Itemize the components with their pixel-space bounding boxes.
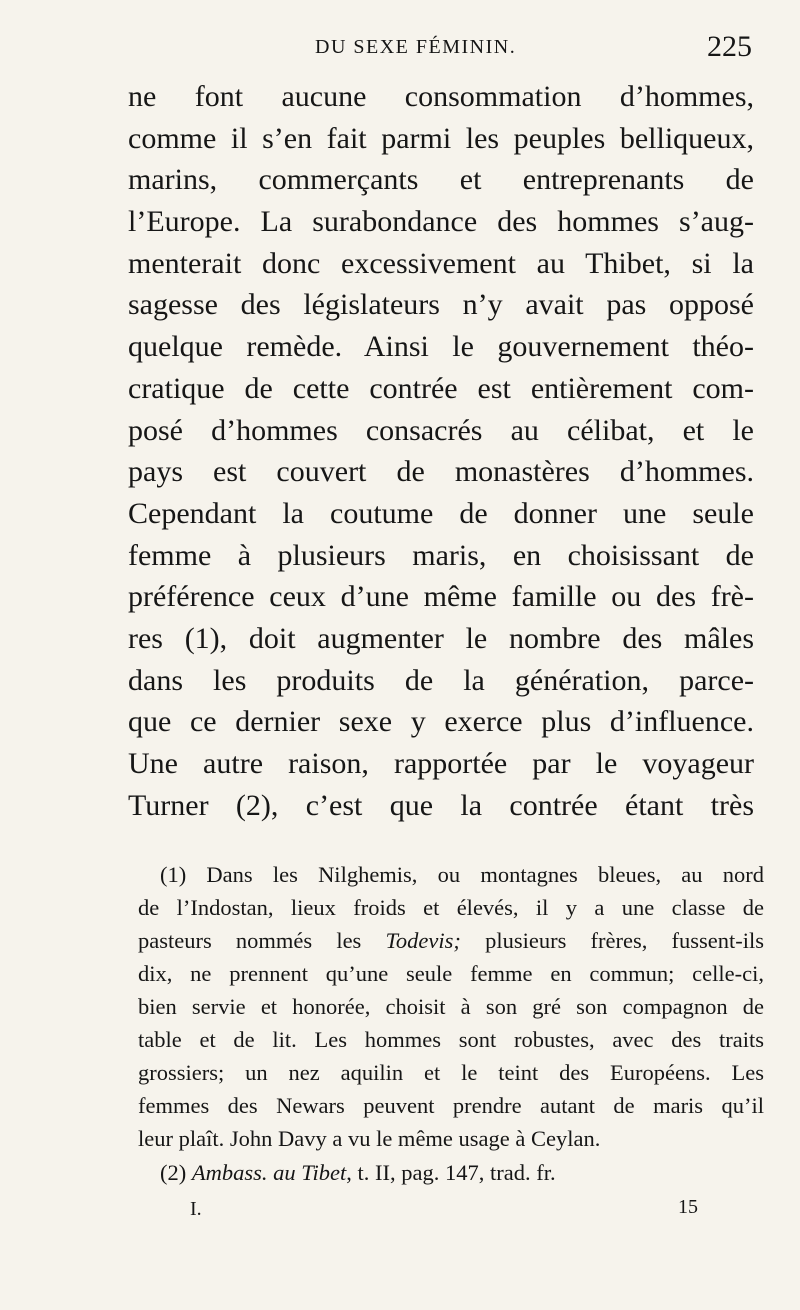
body-line: res (1), doit augmenter le nombre des mâles: [128, 621, 754, 655]
footnote-line: femmes des Newars peuvent prendre autant de maris qu’il: [138, 1093, 764, 1118]
body-line: sagesse des législateurs n’y avait pas opposé: [128, 288, 754, 322]
running-title: DU SEXE FÉMININ.: [315, 36, 517, 58]
signature-marks: [190, 1196, 710, 1226]
page-header: [120, 28, 752, 68]
body-line: Turner (2), c’est que la contrée étant très: [128, 788, 754, 822]
footnote-text: plusieurs frères, fussent-ils: [460, 928, 764, 953]
footnote-2-marker: (2): [160, 1160, 192, 1185]
footnote-line: grossiers; un nez aquilin et le teint des Européens. Les: [138, 1060, 764, 1085]
body-line: comme il s’en fait parmi les peuples belliqueux,: [128, 121, 754, 155]
footnote-line: dix, ne prennent qu’une seule femme en commun; celle-ci,: [138, 961, 764, 986]
body-line: que ce dernier sexe y exerce plus d’influence.: [128, 705, 754, 739]
body-line: Cependant la coutume de donner une seule: [128, 496, 754, 530]
body-line: dans les produits de la génération, parce-: [128, 663, 754, 697]
footnote-line: (1) Dans les Nilghemis, ou montagnes bleues, au nord: [160, 862, 764, 887]
footnote-line: table et de lit. Les hommes sont robustes, avec des traits: [138, 1027, 764, 1052]
body-line: Une autre raison, rapportée par le voyageur: [128, 747, 754, 780]
body-line: femme à plusieurs maris, en choisissant de: [128, 538, 754, 572]
footnote-line: [138, 924, 764, 957]
sheet-mark: 15: [678, 1196, 698, 1218]
footnote-2-reference: , t. II, pag. 147, trad. fr.: [346, 1160, 556, 1185]
body-line: marins, commerçants et entreprenants de: [128, 163, 754, 197]
body-line: l’Europe. La surabondance des hommes s’aug-: [128, 205, 754, 239]
body-text: [128, 76, 754, 826]
body-line: quelque remède. Ainsi le gouvernement théo-: [128, 330, 754, 364]
page-number: 225: [707, 30, 752, 63]
body-line: ne font aucune consommation d’hommes,: [128, 80, 754, 113]
footnote-2: [160, 1160, 680, 1186]
footnote-1-text: [138, 858, 764, 1155]
body-line: pays est couvert de monastères d’hommes.: [128, 455, 754, 489]
footnote-text: pasteurs nommés les: [138, 928, 386, 953]
body-line: cratique de cette contrée est entièrement com-: [128, 371, 754, 405]
footnote-1: [138, 858, 764, 1155]
body-line: posé d’hommes consacrés au célibat, et le: [128, 413, 754, 447]
footnote-2-title: Ambass. au Tibet: [191, 1160, 347, 1185]
footnote-line: leur plaît. John Davy a vu le même usage à Ceylan.: [138, 1126, 601, 1151]
volume-mark: I.: [190, 1198, 202, 1220]
footnote-line: de l’Indostan, lieux froids et élevés, il y a une classe de: [138, 895, 764, 920]
body-line: préférence ceux d’une même famille ou des frè-: [128, 580, 754, 614]
footnote-italic-term: Todevis;: [385, 928, 461, 953]
body-line: menterait donc excessivement au Thibet, si la: [128, 246, 754, 280]
footnote-line: bien servie et honorée, choisit à son gré son compagnon de: [138, 994, 764, 1019]
